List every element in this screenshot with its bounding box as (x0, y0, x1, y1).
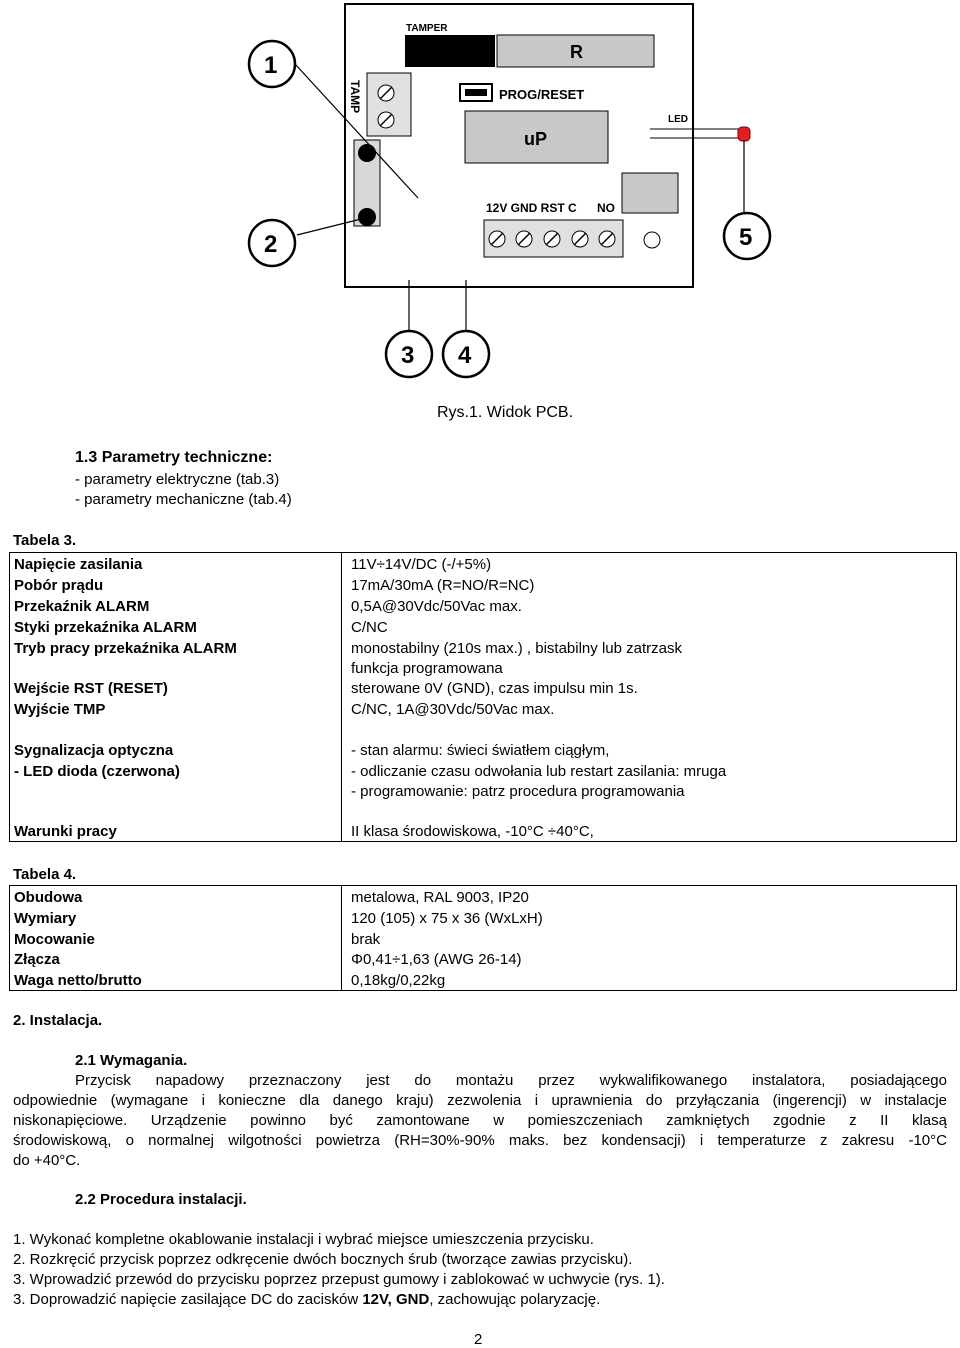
table4-value: 120 (105) x 75 x 36 (WxLxH) (351, 910, 543, 927)
svg-text:1: 1 (264, 52, 278, 79)
step-item: 1. Wykonać kompletne okablowanie instalacji i wybrać miejsce umieszczenia przycisku. (13, 1231, 594, 1248)
paragraph-line: Przycisk napadowy przeznaczony jest do montażu przez wykwalifikowanego instalatora, posiadającego (75, 1072, 947, 1089)
table3-value-cont: - odliczanie czasu odwołania lub restart zasilania: mruga (351, 763, 727, 780)
callout-5 (724, 213, 770, 259)
table3 (9, 552, 957, 842)
table3-value-cont: - programowanie: patrz procedura programowania (351, 783, 685, 800)
table3-value-cont: funkcja programowana (351, 660, 503, 677)
table3-value: C/NC (351, 619, 388, 636)
table3-title: Tabela 3. (13, 532, 77, 549)
section-1-3-item: - parametry mechaniczne (tab.4) (75, 491, 292, 508)
paragraph-line: środowiskową, o normalnej wilgotności powietrza (RH=30%-90% maks. bez kondensacji) i temperaturze z zakresu -10°C (13, 1132, 947, 1149)
table4-label: Złącza (14, 951, 60, 968)
pcb-figure (0, 0, 960, 400)
component-block (622, 173, 678, 213)
no-label: NO (597, 201, 615, 215)
table4-label: Obudowa (14, 889, 83, 906)
step-item: 3. Doprowadzić napięcie zasilające DC do zacisków 12V, GND, zachowując polaryzację. (13, 1291, 601, 1308)
tamper-label: TAMPER (406, 23, 448, 34)
table4-value: brak (351, 931, 381, 948)
relay-r-label: R (570, 42, 583, 62)
table4 (9, 885, 957, 991)
step-item: 3. Wprowadzić przewód do przycisku poprzez przepust gumowy i zablokować w uchwycie (rys. 1). (13, 1271, 665, 1288)
table4-value: Φ0,41÷1,63 (AWG 26-14) (351, 951, 522, 968)
mount-hole-1 (358, 144, 376, 162)
svg-text:2: 2 (264, 231, 278, 258)
table3-value: 17mA/30mA (R=NO/R=NC) (351, 577, 535, 594)
svg-text:3: 3 (401, 342, 415, 369)
terminal-screw-12v (489, 231, 505, 247)
table4-label: Wymiary (14, 910, 77, 927)
section-2-title: 2. Instalacja. (13, 1012, 103, 1029)
section-2-1-title: 2.1 Wymagania. (75, 1052, 188, 1069)
terminal-screw-rst (544, 231, 560, 247)
table3-label: Pobór prądu (14, 577, 104, 594)
table3-value: sterowane 0V (GND), czas impulsu min 1s. (351, 680, 638, 697)
table3-value: 11V÷14V/DC (-/+5%) (351, 556, 492, 573)
svg-text:4: 4 (458, 342, 472, 369)
table4-label: Mocowanie (14, 931, 95, 948)
table4-value: 0,18kg/0,22kg (351, 972, 446, 989)
led-label: LED (668, 114, 688, 125)
svg-text:5: 5 (739, 224, 753, 251)
table3-label: Warunki pracy (14, 823, 117, 840)
paragraph-line: do +40°C. (13, 1152, 81, 1169)
table3-label: Sygnalizacja optyczna (14, 742, 174, 759)
mount-hole-2 (358, 208, 376, 226)
callout-1 (249, 41, 295, 87)
tamp-label: TAMP (348, 80, 362, 114)
callout-4 (443, 331, 489, 377)
terminal-screw-c (572, 231, 588, 247)
table4-label: Waga netto/brutto (14, 972, 142, 989)
terminal-labels: 12V GND RST C (486, 201, 577, 215)
terminal-screw-gnd (516, 231, 532, 247)
table3-label: Napięcie zasilania (14, 556, 143, 573)
prog-reset-label: PROG/RESET (499, 87, 585, 102)
table3-label: Tryb pracy przekaźnika ALARM (14, 640, 237, 657)
table3-value: II klasa środowiskowa, -10°C ÷40°C, (351, 823, 594, 840)
table3-value: C/NC, 1A@30Vdc/50Vac max. (351, 701, 555, 718)
tamp-screw-2 (378, 112, 394, 128)
page-number: 2 (474, 1331, 483, 1348)
tamp-screw-1 (378, 85, 394, 101)
section-1-3-title: 1.3 Parametry techniczne: (75, 449, 273, 466)
callout-3 (386, 331, 432, 377)
table3-value: - stan alarmu: świeci światłem ciągłym, (351, 742, 610, 759)
callout-2 (249, 220, 295, 266)
table3-label: Wejście RST (RESET) (14, 680, 168, 697)
microcontroller-label: uP (524, 129, 548, 149)
section-1-3-item: - parametry elektryczne (tab.3) (75, 471, 280, 488)
table4-value: metalowa, RAL 9003, IP20 (351, 889, 529, 906)
paragraph-line: niskonapięciowe. Urządzenie powinno być zamontowane w pomieszczeniach zamkniętych zgodnie z II klasą (13, 1112, 947, 1129)
paragraph-line: odpowiednie (wymagane i konieczne dla danego kraju) zezwolenia i uprawnienia do przyłączania (ingerencji) w instalacje (13, 1092, 947, 1109)
installation-steps (13, 1230, 665, 1310)
step-bold-terminals: 12V, GND (362, 1291, 430, 1308)
table3-label-cont: - LED dioda (czerwona) (14, 763, 180, 780)
table3-label: Przekaźnik ALARM (14, 598, 150, 615)
table3-label: Wyjście TMP (14, 701, 106, 718)
table3-label: Styki przekaźnika ALARM (14, 619, 197, 636)
mount-hole-3 (644, 232, 660, 248)
figure-caption: Rys.1. Widok PCB. (437, 404, 574, 421)
requirements-paragraph (13, 1071, 947, 1171)
table4-title: Tabela 4. (13, 866, 77, 883)
table3-value: 0,5A@30Vdc/50Vac max. (351, 598, 522, 615)
step-item: 2. Rozkręcić przycisk poprzez odkręcenie dwóch bocznych śrub (tworzące zawias przycisku). (13, 1251, 633, 1268)
table3-value: monostabilny (210s max.) , bistabilny lub zatrzask (351, 640, 682, 657)
tamper-switch (405, 35, 495, 67)
section-2-2-title: 2.2 Procedura instalacji. (75, 1191, 247, 1208)
terminal-screw-no (599, 231, 615, 247)
led-red (738, 127, 750, 141)
